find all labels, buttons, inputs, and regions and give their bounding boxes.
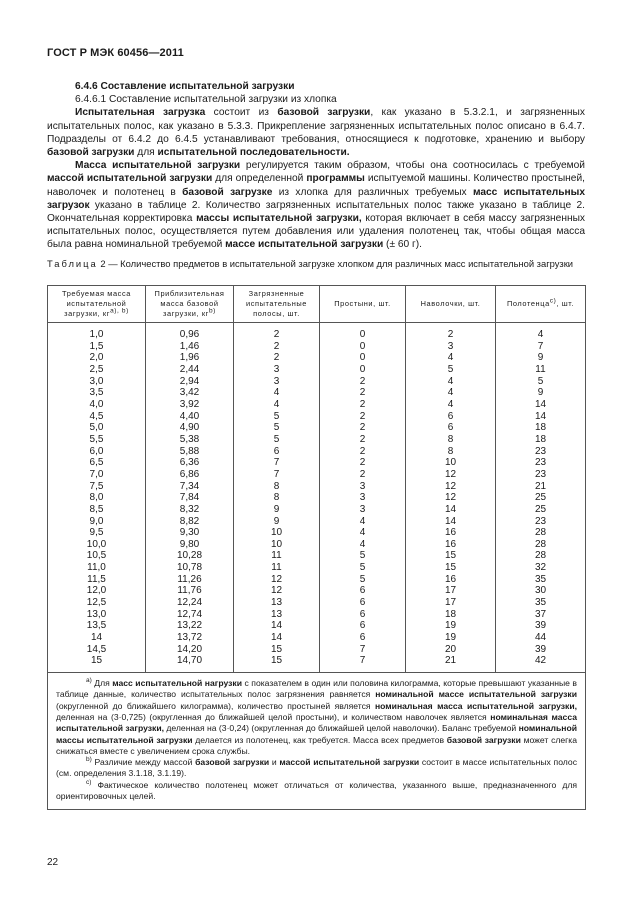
table-cell: 12: [444, 492, 457, 504]
table-cell: 42: [534, 655, 547, 667]
table-cell: 19: [444, 620, 457, 632]
table-cell: 5: [537, 375, 544, 387]
table-cell: 12,0: [86, 585, 107, 597]
text-run: указано в таблице 2. Количество загрязненных испытательных полос также указано в таблице 2. Окончательная корректировка: [47, 199, 585, 225]
table-cell: 9: [537, 387, 544, 399]
text-run: с показателем в один или половина килограмма, которые превышают указанные в таблице данные, количество испытательных полос загрязнения равняется: [56, 678, 577, 700]
table-cell: 8: [447, 433, 454, 445]
table-cell: 4,5: [89, 410, 104, 422]
table-cell: 14,5: [86, 643, 107, 655]
table-cell: 12: [270, 585, 283, 597]
footnote-marker: с): [86, 778, 92, 786]
table-cell: 5: [359, 562, 366, 574]
table-cell: 11: [271, 562, 282, 574]
table-cell: 14: [90, 632, 103, 644]
text-run: для определенной: [212, 173, 307, 185]
table-cell: 14,20: [176, 643, 203, 655]
table-cell: 1,46: [179, 340, 200, 352]
bold-term: базовой загрузке: [182, 186, 273, 198]
table-cell: 28: [534, 527, 547, 539]
text-run: испытуемой машины. Количество простыней, наволочек и полотенец в: [47, 173, 585, 198]
text-run: состоит из: [205, 107, 278, 119]
table-cell: 21: [534, 480, 547, 492]
table-cell: 2: [447, 329, 454, 340]
text-run: которая включает в себя массу загрязненных испытательных полос, осуществляется путем добавления или удаления полотенец так, чтобы общая масса была равна номинальной требуемой: [47, 213, 585, 251]
table-cell: 8: [447, 445, 454, 457]
table-cell: 2,0: [89, 352, 104, 364]
table-header-row: [48, 286, 586, 323]
table-cell: 23: [534, 515, 547, 527]
table-cell: 0: [359, 352, 366, 364]
bold-term: программы: [306, 173, 365, 185]
table-cell: 5,0: [89, 422, 104, 434]
table-cell: 14: [534, 410, 547, 422]
subsection-title: 6.4.6.1 Составление испытательной загрузки из хлопка: [75, 94, 337, 106]
table-cell: 4: [447, 352, 454, 364]
table-cell: 8,5: [89, 503, 104, 515]
table-cell: 23: [534, 445, 547, 457]
table-cell: 3: [359, 480, 366, 492]
table-cell: 1,0: [89, 329, 104, 340]
table-cell: 4: [273, 398, 280, 410]
bold-term: базовой загрузки: [277, 107, 371, 119]
table-cell: 5: [359, 550, 366, 562]
table-cell: 0: [359, 329, 366, 340]
table-cell: 30: [534, 585, 547, 597]
paragraph-1: [47, 106, 585, 159]
footnote-marker: а): [86, 677, 92, 685]
table-cell: 16: [444, 527, 457, 539]
table-cell: 4: [359, 538, 366, 550]
bold-term: Испытательная загрузка: [75, 107, 206, 119]
table-cell: 4,0: [89, 398, 104, 410]
table-cell: 10: [444, 457, 457, 469]
table-cell: 14: [270, 632, 283, 644]
table-cell: 11,76: [177, 585, 202, 597]
table-cell: 4: [447, 375, 454, 387]
table-cell: 5,5: [89, 433, 104, 445]
table-cell: 4: [359, 515, 366, 527]
table-cell: 19: [444, 632, 457, 644]
table-cell: 6: [359, 585, 366, 597]
table-cell: 6,0: [89, 445, 104, 457]
text-run: деленная на (3·0,725) (округленная до ближайшей целой простыни), и количеством наволочек является: [56, 711, 491, 722]
table-cell: 12,5: [86, 597, 107, 609]
table-cell: 18: [444, 608, 457, 620]
bold-term: номинальная масса испытательной загрузки,: [56, 711, 577, 734]
text-run: состоит в массе испытательных полос (см. определения 3.1.18, 3.1.19).: [56, 757, 577, 779]
table-cell: 9: [537, 352, 544, 364]
table-cell: 3: [359, 492, 366, 504]
table-cell: 3,42: [179, 387, 200, 399]
table-caption-label: Таблица: [47, 257, 98, 269]
table-cell: 11: [271, 550, 282, 562]
table-cell: 9,0: [89, 515, 104, 527]
table-cell: 12,24: [176, 597, 203, 609]
column-header-6: Полотенца$^{с)}$, шт.: [496, 286, 586, 323]
table-cell: 14: [444, 515, 457, 527]
table-cell: 21: [444, 655, 457, 667]
text-run: Для: [91, 678, 113, 689]
text-run: регулируется таким образом, чтобы она соотносилась с требуемой: [240, 160, 585, 172]
table-cell: 7,34: [179, 480, 200, 492]
table-cell: 7: [359, 655, 366, 667]
section-title: 6.4.6 Составление испытательной загрузки: [75, 81, 295, 92]
table-cell: 3: [273, 363, 280, 375]
table-cell: 3: [447, 340, 454, 352]
table-cell: 4: [447, 387, 454, 399]
table-cell: 4: [537, 329, 544, 340]
column-header-2: Приблизительная масса базовой загрузки, $кг^{b)}$: [146, 286, 234, 323]
table-cell: 11: [535, 363, 546, 375]
text-run: Различие между массой: [91, 757, 196, 768]
table-cell: 2: [359, 387, 366, 399]
table-footnote-1: [56, 678, 577, 757]
table-cell: 2: [359, 433, 366, 445]
table-cell: 2,5: [89, 363, 104, 375]
text-run: (округленной до ближайшего килограмма), количество простыней является: [56, 700, 375, 711]
bold-term: испытательной последовательности.: [157, 147, 350, 159]
table-cell: 20: [444, 643, 457, 655]
column-header-5: Наволочки, шт.: [406, 286, 496, 323]
paragraph-2: [47, 159, 585, 251]
table-cell: 35: [534, 573, 547, 585]
table-cell: 13: [270, 608, 283, 620]
table-cell: 7,0: [89, 468, 104, 480]
bold-term: базовой загрузки: [47, 147, 135, 159]
table-cell: 8: [273, 480, 280, 492]
table-cell: 7: [273, 468, 280, 480]
table-cell: 13,22: [176, 620, 203, 632]
table-footnotes-row: [48, 673, 586, 810]
table-caption: [47, 258, 585, 270]
table-cell: 5,88: [179, 445, 200, 457]
table-footnotes: [48, 673, 586, 810]
table-cell: 6: [447, 410, 454, 422]
table-body-row: [48, 323, 586, 673]
table-cell: 14: [270, 620, 283, 632]
table-cell: 8,0: [89, 492, 104, 504]
footnote-marker: с): [549, 297, 557, 305]
table-cell: 28: [534, 550, 547, 562]
bold-term: масс испытательных загрузок: [47, 186, 585, 211]
bold-term: масс испытательной нагрузки: [112, 678, 243, 689]
table-cell: 15: [270, 655, 283, 667]
column-values-6: [496, 323, 586, 673]
table-cell: 3,5: [89, 387, 104, 399]
table-cell: 5: [447, 363, 454, 375]
table-cell: 5: [359, 573, 366, 585]
column-header-4: Простыни, шт.: [320, 286, 406, 323]
table-cell: 15: [90, 655, 103, 667]
table-cell: 0,96: [179, 329, 200, 340]
bold-term: базовой загрузки: [446, 734, 521, 745]
table-cell: 6,5: [89, 457, 104, 469]
table-cell: 23: [534, 457, 547, 469]
table-cell: 6: [447, 422, 454, 434]
table-cell: 6: [359, 620, 366, 632]
table-cell: 2: [273, 352, 280, 364]
table-cell: 16: [444, 573, 457, 585]
table-cell: 14: [444, 503, 457, 515]
table-cell: 15: [444, 550, 457, 562]
footnote-marker: b): [208, 307, 216, 315]
table-cell: 2: [359, 445, 366, 457]
bold-term: Масса испытательной загрузки: [75, 160, 241, 172]
table-caption-text: 2 — Количество предметов в испытательной загрузке хлопком для различных масс испытательной загрузки: [97, 257, 574, 269]
table-cell: 13,0: [86, 608, 107, 620]
table-cell: 6,86: [179, 468, 200, 480]
table-cell: 7: [273, 457, 280, 469]
text-run: деленная на (3·0,24) (округленная до ближайшей целой наволочки). Баланс требуемой: [164, 723, 519, 734]
table-cell: 18: [534, 433, 547, 445]
table-cell: 2: [359, 410, 366, 422]
table-cell: 25: [534, 492, 547, 504]
bold-term: номинальной массе испытательной загрузки: [375, 689, 578, 700]
table-cell: 9,80: [179, 538, 200, 550]
column-values-2: [146, 323, 234, 673]
text-run: (± 60 г).: [383, 239, 422, 251]
table-cell: 3,0: [89, 375, 104, 387]
table-cell: 13: [270, 597, 283, 609]
table-cell: 3: [359, 503, 366, 515]
table-cell: 44: [534, 632, 547, 644]
table-cell: 8,82: [179, 515, 200, 527]
table-cell: 6: [359, 597, 366, 609]
table-cell: 6: [359, 608, 366, 620]
column-values-4: [320, 323, 406, 673]
bold-term: номинальной массы испытательной загрузки: [56, 723, 578, 745]
table-cell: 18: [534, 422, 547, 434]
table-cell: 12: [444, 468, 457, 480]
table-cell: 7,5: [89, 480, 104, 492]
column-values-1: [48, 323, 146, 673]
table-cell: 39: [534, 643, 547, 655]
table-cell: 2,44: [179, 363, 200, 375]
main-content: [47, 80, 585, 270]
table-cell: 7,84: [179, 492, 200, 504]
bold-term: массе испытательной загрузки: [225, 239, 384, 251]
table-cell: 11,5: [87, 573, 106, 585]
table-cell: 2: [359, 375, 366, 387]
bold-term: массой испытательной загрузки: [279, 757, 420, 768]
table-cell: 35: [534, 597, 547, 609]
table-cell: 37: [534, 608, 547, 620]
table-footnote-3: [56, 780, 577, 803]
bold-term: массой испытательной загрузки: [47, 173, 213, 185]
column-values-3: [234, 323, 320, 673]
table-footnote-2: [56, 757, 577, 780]
table-cell: 10,5: [86, 550, 107, 562]
table-cell: 4: [359, 527, 366, 539]
table-cell: 9: [273, 515, 280, 527]
table-cell: 10: [270, 527, 283, 539]
table-cell: 2: [273, 340, 280, 352]
table-cell: 10: [270, 538, 283, 550]
load-composition-table: [47, 285, 586, 810]
column-header-1: Требуемая масса испытательной загрузки, $кг^{а), b)}$: [48, 286, 146, 323]
table-cell: 23: [534, 468, 547, 480]
table-cell: 7: [537, 340, 544, 352]
table-cell: 11,26: [177, 573, 202, 585]
table-cell: 3,92: [179, 398, 200, 410]
table-cell: 5: [273, 410, 280, 422]
table-cell: 2: [273, 329, 280, 340]
bold-term: номинальная масса испытательной загрузки,: [374, 700, 578, 711]
table-cell: 2: [359, 457, 366, 469]
table-cell: 10,28: [176, 550, 203, 562]
text-run: , как указано в 5.3.2.1, и загрязненных испытательных полос, как указано в 5.3.3. Прикрепление загрязненных испытательных полос описано в 6.4.7. Подразделы от 6.4.2 до 6.4.5 устанавливают требования, относящиеся к подготовке, хранению и выбору: [47, 107, 585, 145]
table-cell: 5: [273, 433, 280, 445]
column-header-3: Загрязненные испытательные полосы, шт.: [234, 286, 320, 323]
text-run: из хлопка для различных требуемых: [272, 186, 473, 198]
table-cell: 1,5: [89, 340, 104, 352]
table-cell: 13,72: [176, 632, 203, 644]
footnote-marker: а), b): [110, 307, 129, 315]
text-run: делается из полотенец, как требуется. Масса всех предметов: [192, 734, 447, 745]
table-cell: 32: [534, 562, 547, 574]
table-cell: 9,30: [179, 527, 200, 539]
footnote-marker: b): [86, 756, 92, 764]
table-cell: 4: [447, 398, 454, 410]
table-cell: 13,5: [86, 620, 107, 632]
text-run: Фактическое количество полотенец может отличаться от количества, указанного выше, предназначенного для ориентировочных целей.: [56, 779, 577, 801]
table-cell: 14: [534, 398, 547, 410]
bold-term: базовой загрузки: [195, 757, 270, 768]
table-cell: 1,96: [179, 352, 200, 364]
table-cell: 2: [359, 422, 366, 434]
table-cell: 28: [534, 538, 547, 550]
table-cell: 6,36: [179, 457, 200, 469]
table-cell: 25: [534, 503, 547, 515]
table-cell: 11,0: [87, 562, 106, 574]
table-cell: 39: [534, 620, 547, 632]
table-cell: 16: [444, 538, 457, 550]
page-number: 22: [47, 857, 59, 868]
table-cell: 2,94: [179, 375, 200, 387]
text-run: для: [134, 147, 158, 159]
table-cell: 2: [359, 398, 366, 410]
table-cell: 12: [444, 480, 457, 492]
document-header: ГОСТ Р МЭК 60456—2011: [47, 47, 184, 59]
table-cell: 14,70: [176, 655, 203, 667]
table-cell: 15: [270, 643, 283, 655]
table-cell: 12,74: [176, 608, 203, 620]
table-cell: 8,32: [179, 503, 200, 515]
table-cell: 10,78: [176, 562, 203, 574]
text-run: и: [269, 757, 280, 768]
table-cell: 12: [270, 573, 283, 585]
table-cell: 15: [444, 562, 457, 574]
table-cell: 4: [273, 387, 280, 399]
table-cell: 3: [273, 375, 280, 387]
bold-term: массы испытательной загрузки,: [196, 213, 362, 225]
table-cell: 6: [359, 632, 366, 644]
table-cell: 7: [359, 643, 366, 655]
table-cell: 5: [273, 422, 280, 434]
table-cell: 8: [273, 492, 280, 504]
table-cell: 0: [359, 363, 366, 375]
table-cell: 6: [273, 445, 280, 457]
table-cell: 5,38: [179, 433, 200, 445]
table-cell: 17: [444, 585, 457, 597]
table-cell: 10,0: [86, 538, 107, 550]
text-run: может слегка снижаться вместе с увеличением срока службы.: [56, 734, 578, 756]
table-cell: 4,90: [179, 422, 200, 434]
table-cell: 4,40: [179, 410, 200, 422]
column-values-5: [406, 323, 496, 673]
table-cell: 9,5: [89, 527, 104, 539]
table-cell: 17: [444, 597, 457, 609]
table-cell: 0: [359, 340, 366, 352]
table-cell: 2: [359, 468, 366, 480]
table-cell: 9: [273, 503, 280, 515]
